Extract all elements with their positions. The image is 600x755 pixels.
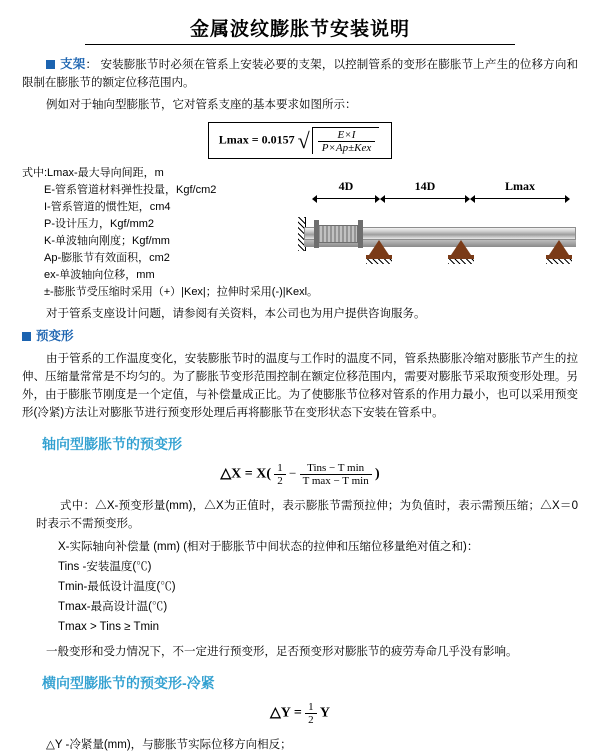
section-3-item-2: Tmin-最低设计温度(℃) <box>58 581 176 593</box>
diagram-segment-lmax <box>470 179 570 203</box>
equation-axial-half-den: 2 <box>277 475 283 487</box>
section-3-item-4: Tmax > Tins ≥ Tmin <box>58 621 159 633</box>
section-3-item-3: Tmax-最高设计温(℃) <box>58 601 168 613</box>
section-1-heading: 支架 <box>60 57 86 71</box>
definition-list <box>22 165 319 301</box>
equation-axial-half-num: 1 <box>274 462 286 475</box>
section-1-paragraph-1: 支架： 安装膨胀节时必须在管系上安装必要的支架，以控制管系的变形在膨胀节上产生的位移方向和限制在膨胀节的额定位移范围内。 <box>22 57 578 89</box>
diagram-segment-14d <box>380 179 470 203</box>
formula-lmax-denominator: P×Ap±Kex <box>321 142 372 154</box>
definition-item-0: 式中:Lmax-最大导向间距，m <box>22 167 164 179</box>
equation-axial-predeformation <box>22 462 578 487</box>
definition-item-1: E-管系管道材料弹性投量，Kgf/cm2 <box>44 184 217 196</box>
blue-square-bullet-icon <box>46 60 55 69</box>
formula-lmax-container <box>22 122 578 159</box>
diagram-label-lmax: Lmax <box>505 179 535 193</box>
equation-lateral-half-num: 1 <box>305 701 317 714</box>
section-1-paragraph-3: 对于管系支座设计问题，请参阅有关资料，本公司也为用户提供咨询服务。 <box>46 308 426 320</box>
definition-item-3: P-设计压力，Kgf/mm2 <box>44 218 155 230</box>
equation-lateral-half <box>305 701 317 726</box>
equation-axial-temp-num: Tins − T min <box>300 462 372 475</box>
sqrt-icon: √ <box>297 127 310 153</box>
section-3-note: 一般变形和受力情况下，不一定进行预变形，足否预变形对膨胀节的疲劳寿命几乎没有影响。 <box>46 646 518 658</box>
equation-axial-half <box>274 462 286 487</box>
section-1-text-1: 安装膨胀节时必须在管系上安装必要的支架，以控制管系的变形在膨胀节上产生的位移方向和限制在膨胀节的额定位移范围内。 <box>22 59 578 89</box>
section-3-item-1: Tins -安装温度(℃) <box>58 561 152 573</box>
equation-axial-rhs: ) <box>374 466 380 482</box>
diagram-label-14d: 14D <box>414 179 436 193</box>
equation-axial-temp-den: T max − T min <box>302 475 369 487</box>
pipe-support-diagram <box>298 179 578 299</box>
definition-item-5: Ap-膨胀节有效面积，cm2 <box>44 252 170 264</box>
equation-lateral-rhs: Y <box>319 705 330 721</box>
definition-item-4: K-单波轴向刚度；Kgf/mm <box>44 235 170 247</box>
section-3-item-0: X-实际轴向补偿量 (mm) (相对于膨胀节中间状态的拉伸和压缩位移量绝对值之和)： <box>58 541 479 553</box>
equation-axial-temp-fraction <box>300 462 372 487</box>
section-2-paragraph-1: 由于管系的工作温度变化，安装膨胀节时的温度与工作时的温度不同，管系热膨胀冷缩对膨胀节产生的拉伸、压缩量常常是不均匀的。为了膨胀节变形范围控制在额定位移范围内，需要对膨胀节采取预变形处理。另外，由于膨胀节刚度是一个定值，与补偿量成正比。为了使膨胀节位移对管系的作用力最小，也可以采用预变形(冷紧)方法让对膨胀节进行预变形处理后再将膨胀节在变形状态下安装在管系中。 <box>22 353 578 419</box>
section-4-explanation: △Y -冷紧量(mm)，与膨胀节实际位移方向相反； <box>46 739 292 751</box>
flange-right-icon <box>358 220 363 248</box>
document-page <box>0 14 600 751</box>
page-title: 金属波纹膨胀节安装说明 <box>189 19 410 40</box>
section-2-heading: 预变形 <box>36 329 74 343</box>
support-2-icon <box>448 240 474 262</box>
diagram-dimension-labels <box>312 179 578 203</box>
support-3-icon <box>546 240 572 262</box>
dimension-arrow-4d <box>312 194 380 203</box>
equation-lateral-half-den: 2 <box>308 714 314 726</box>
support-1-icon <box>366 240 392 262</box>
document-content <box>0 55 600 755</box>
formula-lmax-lhs: Lmax = 0.0157 <box>218 132 295 147</box>
definition-item-2: I-管系管道的惯性矩，cm4 <box>44 201 171 213</box>
section-3-heading: 轴向型膨胀节的预变形 <box>42 436 182 452</box>
definition-item-7: ±-膨胀节受压缩时采用（+）|Kex|；拉伸时采用(-)|Kexl。 <box>44 286 319 298</box>
definitions-and-diagram <box>22 165 578 301</box>
formula-lmax-fraction <box>318 129 376 154</box>
bellows-expansion-joint-icon <box>318 225 358 243</box>
dimension-arrow-14d <box>380 194 470 203</box>
section-2-heading-row <box>22 327 578 346</box>
pipe-assembly-illustration <box>298 207 578 269</box>
section-4-heading: 横向型膨胀节的预变形-冷紧 <box>42 675 215 691</box>
title-divider <box>85 44 515 45</box>
equation-lateral-coldspring <box>22 701 578 726</box>
blue-square-bullet-icon-2 <box>22 332 31 341</box>
equation-axial-lhs: △X = X( <box>220 466 271 482</box>
section-1-paragraph-2: 例如对于轴向型膨胀节，它对管系支座的基本要求如图所示： <box>46 99 357 111</box>
formula-lmax <box>208 122 392 159</box>
diagram-segment-4d <box>312 179 380 203</box>
diagram-label-4d: 4D <box>338 179 354 193</box>
definition-item-6: ex-单波轴向位移，mm <box>44 269 155 281</box>
equation-lateral-lhs: △Y = <box>270 705 302 721</box>
dimension-arrow-lmax <box>470 194 570 203</box>
formula-lmax-numerator: E×I <box>318 129 376 142</box>
section-3-explanation: 式中：△X-预变形量(mm)，△X为正值时，表示膨胀节需预拉伸；为负值时，表示需预压缩；△X＝0时表示不需预变形。 <box>36 500 578 530</box>
formula-lmax-radicand <box>312 127 380 154</box>
equation-axial-minus: − <box>289 465 297 481</box>
